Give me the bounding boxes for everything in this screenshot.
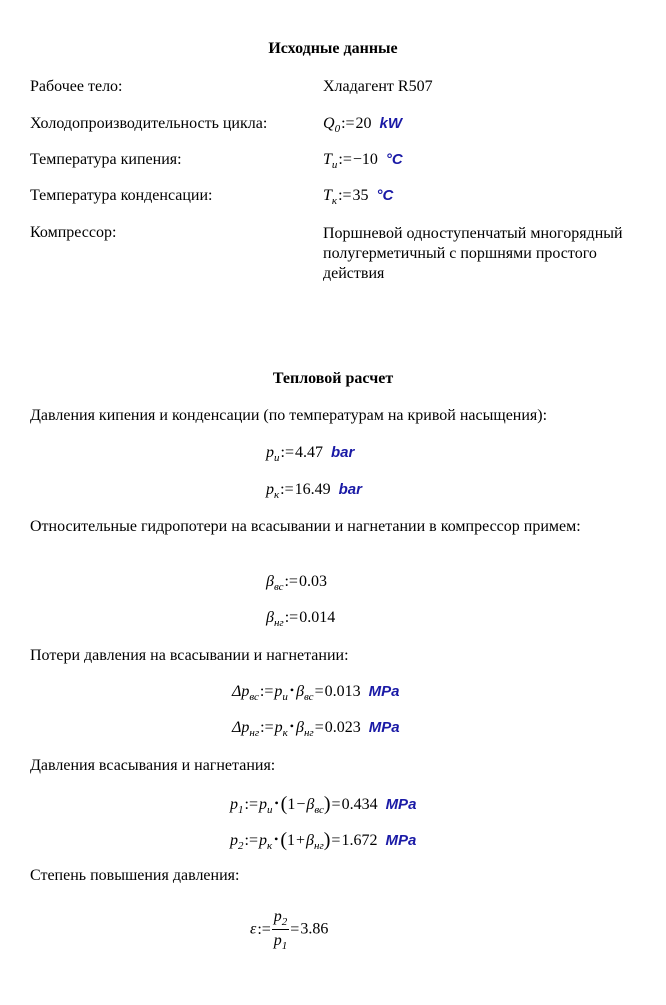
value-working-fluid: Хладагент R507 <box>323 78 433 95</box>
label-compressor: Компрессор: <box>30 224 117 241</box>
value-compressor: Поршневой одноступенчатый многорядный полугерметичный с поршнями простого действия <box>323 225 623 282</box>
text-pressures: Давления кипения и конденсации (по температурам на кривой насыщения): <box>30 407 548 424</box>
label-working-fluid: Рабочее тело: <box>30 78 123 95</box>
formula-epsilon: ε:= $\frac{p_2}{p_1}$ =3.86 <box>250 908 329 952</box>
label-condensing-temp: Температура конденсации: <box>30 187 213 204</box>
formula-dp-discharge: $\Delta p_{нг}:=p_к$ • $\beta_{нг}=0.023$ MPa <box>232 719 400 739</box>
formula-dp-suction: $\Delta p_{вс}:=p_и$ • $\beta_{вс}=0.013$ MPa <box>232 683 400 703</box>
formula-p-condensing: $p_к:=16.49$ bar <box>266 481 362 501</box>
text-pressure-ratio: Степень повышения давления: <box>30 867 240 884</box>
formula-p2: $p_2:=p_к$ • $(1+\beta_{нг})=1.672$ MPa <box>230 829 417 852</box>
formula-boiling-temp: $T_и:=-10$ °C <box>323 151 403 171</box>
formula-beta-suction: $\beta_{вс}:=0.03$ <box>266 573 327 593</box>
text-pressure-losses: Потери давления на всасывании и нагнетании: <box>30 647 349 664</box>
formula-condensing-temp: $T_к:=35$ °C <box>323 187 394 207</box>
label-boiling-temp: Температура кипения: <box>30 151 182 168</box>
section-title-initial: Исходные данные <box>268 40 398 57</box>
formula-beta-discharge: $\beta_{нг}:=0.014$ <box>266 609 336 629</box>
formula-p-boiling: $p_и:=4.47$ bar <box>266 444 355 464</box>
section-title-thermal: Тепловой расчет <box>272 370 394 387</box>
text-suction-discharge: Давления всасывания и нагнетания: <box>30 757 276 774</box>
label-capacity: Холодопроизводительность цикла: <box>30 115 268 132</box>
formula-p1: $p_1:=p_и$ • $(1-\beta_{вс})=0.434$ MPa <box>230 793 417 816</box>
formula-capacity: $Q_0:=20$ kW <box>323 115 403 135</box>
text-hydro-losses: Относительные гидропотери на всасывании и нагнетании в компрессор примем: <box>30 518 581 535</box>
